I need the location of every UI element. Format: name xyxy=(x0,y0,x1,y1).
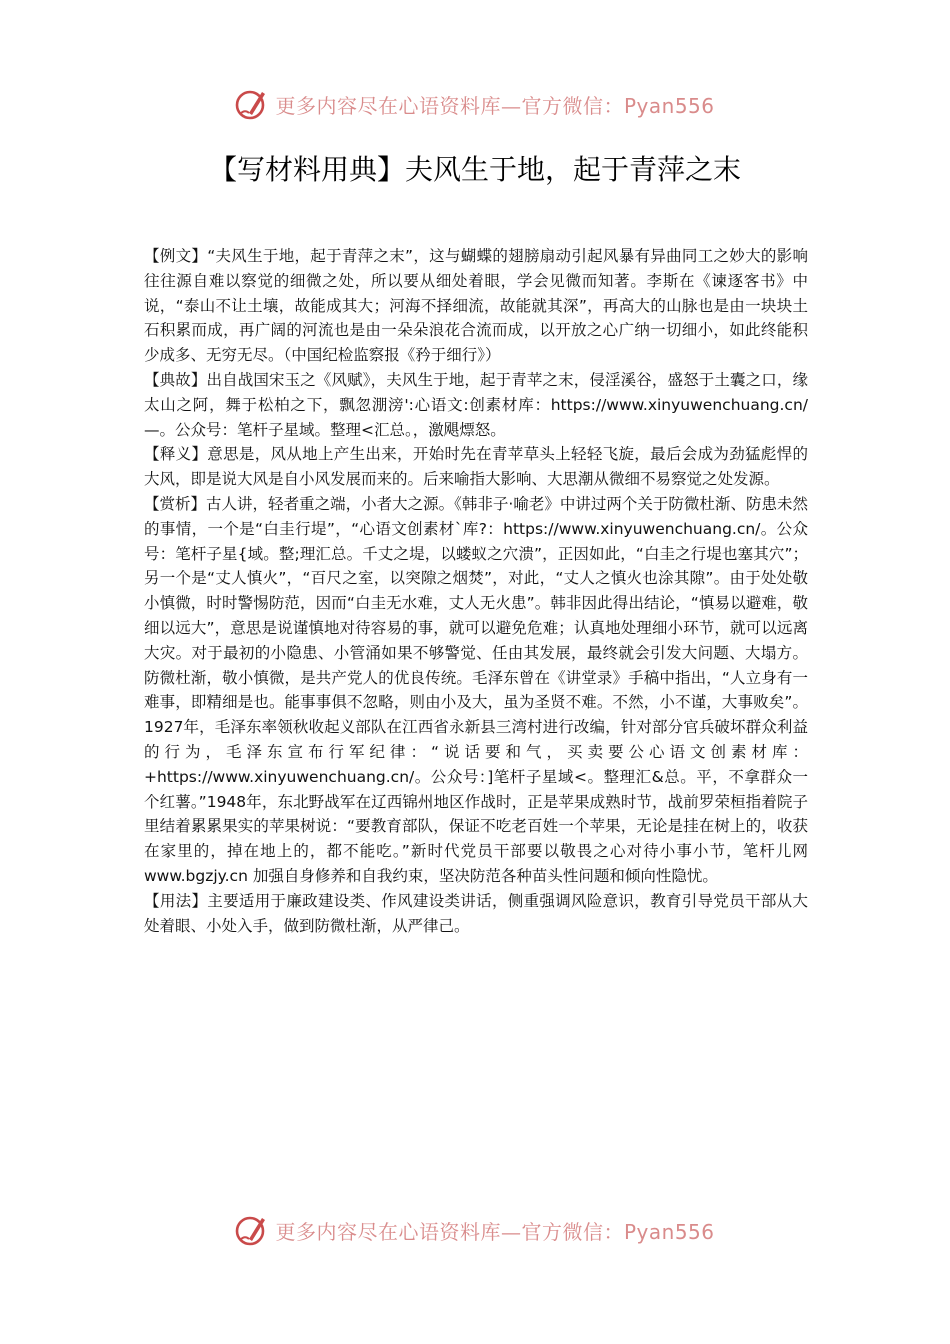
document-title: 【写材料用典】夫风生于地，起于青萍之末 xyxy=(208,153,741,186)
paragraph-allusion xyxy=(144,368,808,442)
paragraph-usage xyxy=(144,889,808,939)
banner-handle: Pyan556 xyxy=(623,93,715,118)
paragraph-label: 【释义】 xyxy=(144,445,208,464)
banner-text: 更多内容尽在心语资料库—官方微信：Pyan556 xyxy=(275,1219,715,1244)
paragraph-label: 【例文】 xyxy=(144,247,208,265)
paragraph-text: “夫风生于地，起于青萍之末”，这与蝴蝶的翅膀扇动引起风暴有异曲同工之妙大的影响往往源自难以察觉的细微之处，所以要从细处着眼，学会见微而知著。李斯在《谏逐客书》中说，“泰山不让土壤，故能成其大；河海不择细流，故能就其深”，再高大的山脉也是由一块块土石积累而成，再广阔的河流也是由一朵朵浪花合流而成，以开放之心广纳一切细小，如此终能积少成多、无穷无尽。（中国纪检监察报《矜于细行》） xyxy=(144,247,808,365)
paragraph-text: 主要适用于廉政建设类、作风建设类讲话，侧重强调风险意识，教育引导党员干部从大处着眼、小处入手，做到防微杜渐，从严律己。 xyxy=(144,891,808,935)
banner-text: 更多内容尽在心语资料库—官方微信：Pyan556 xyxy=(275,93,715,118)
paragraph-label: 【赏析】 xyxy=(144,494,207,513)
banner-handle: Pyan556 xyxy=(623,1219,715,1244)
paragraph-text: 古人讲，轻者重之端，小者大之源。《韩非子·喻老》中讲过两个关于防微杜渐、防患未然的事情，一个是“白圭行堤”，“心语文创素材`库?：https://www.xinyuwenchuang.cn/。公众号：笔杆子星{域。整;理汇总。千丈之堤，以蝼蚁之穴溃”，正因如此，“白圭之行堤也塞其穴”；另一个是“丈人慎火”，“百尺之室，以突隙之烟焚”，对此，“丈人之慎火也涂其隙”。由于处处敬小慎微，时时警惕防范，因而“白圭无水难，丈人无火患”。韩非因此得出结论，“慎易以避难，敬细以远大”，意思是说谨慎地对待容易的事，就可以避免危难；认真地处理细小环节，就可以远离大灾。对于最初的小隐患、小管涌如果不够警觉、任由其发展，最终就会引发大问题、大塌方。防微杜渐，敬小慎微，是共产党人的优良传统。毛泽东曾在《讲堂录》手稿中指出，“人立身有一难事，即精细是也。能事事俱不忽略，则由小及大，虽为圣贤不难。不然，小不谨，大事败矣”。1927年，毛泽东率领秋收起义部队在江西省永新县三湾村进行改编，针对部分官兵破坏群众利益的行为，毛泽东宣布行军纪律：“说话要和气，买卖要公心语文创素材库：+https://www.xinyuwenchuang.cn/。公众号：]笔杆子星域<。整理汇&总。平，不拿群众一个红薯。”1948年，东北野战军在辽西锦州地区作战时，正是苹果成熟时节，战前罗荣桓指着院子里结着累累果实的苹果树说：“要教育部队，保证不吃老百姓一个苹果，无论是挂在树上的，收获在家里的，掉在地上的，都不能吃。”新时代党员干部要以敬畏之心对待小事小节，笔杆儿网 www.bgzjy.cn 加强自身修养和自我约束，坚决防范各种苗头性问题和倾向性隐忧。 xyxy=(144,494,808,885)
paragraph-label: 【典故】 xyxy=(144,370,207,389)
pen-circle-logo-icon xyxy=(235,1213,269,1247)
paragraph-meaning xyxy=(144,442,808,492)
footer-watermark-banner xyxy=(0,1210,950,1250)
paragraph-label: 【用法】 xyxy=(144,891,208,910)
document-body xyxy=(144,244,808,938)
paragraph-text: 出自战国宋玉之《风赋》，夫风生于地，起于青苹之末，侵淫溪谷，盛怒于土囊之口，缘太山之阿，舞于松柏之下，飘忽淜滂':心语文:创素材库：https://www.xinyuwenchuang.cn/—。公众号：笔杆子星域。整理<汇总。，激飓熛怒。 xyxy=(144,370,808,439)
header-watermark-banner xyxy=(0,84,950,124)
pen-circle-logo-icon xyxy=(235,87,269,121)
paragraph-example xyxy=(144,244,808,368)
paragraph-text: 意思是，风从地上产生出来，开始时先在青苹草头上轻轻飞旋，最后会成为劲猛彪悍的大风，即是说大风是自小风发展而来的。后来喻指大影响、大思潮从微细不易察觉之处发源。 xyxy=(144,445,808,489)
paragraph-appreciation xyxy=(144,492,808,889)
